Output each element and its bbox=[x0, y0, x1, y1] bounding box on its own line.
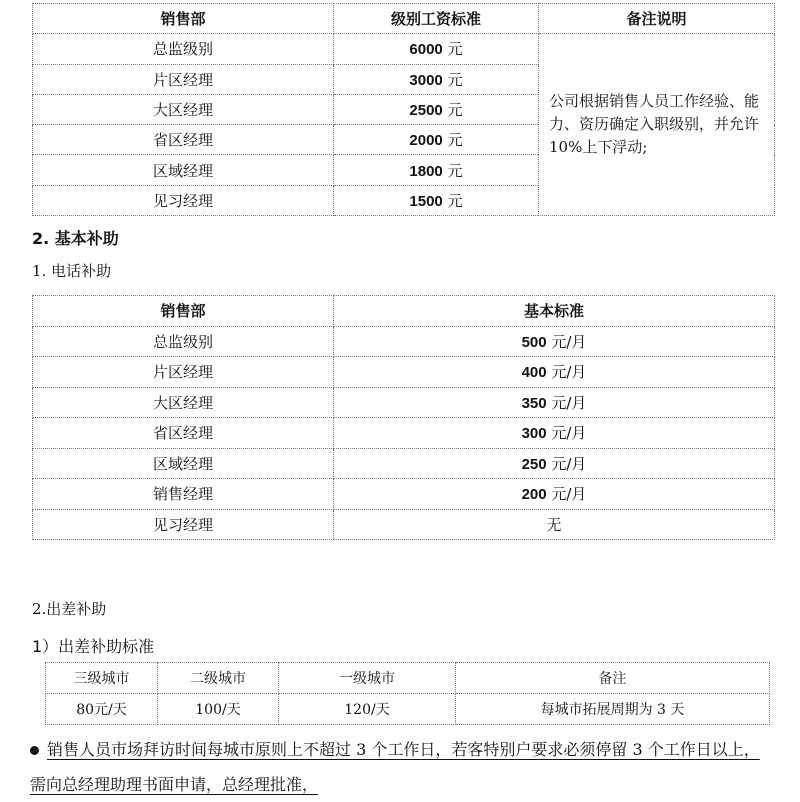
unit: 元 bbox=[447, 70, 463, 89]
travel-allowance-table bbox=[45, 662, 770, 725]
table-header-row bbox=[46, 663, 770, 694]
unit: 元 bbox=[447, 40, 463, 59]
phone-allowance-table bbox=[32, 295, 775, 540]
level: 区域经理 bbox=[33, 155, 334, 185]
table-header-row bbox=[33, 4, 775, 34]
table-row bbox=[46, 694, 770, 725]
table-row bbox=[33, 387, 775, 418]
subsection-heading: 1. 电话补助 bbox=[32, 262, 112, 280]
note: 每城市拓展周期为 3 天 bbox=[456, 694, 770, 725]
unit: 元 bbox=[447, 131, 463, 150]
section-heading: 2.出差补助 bbox=[32, 600, 107, 618]
unit: 元 bbox=[447, 191, 463, 210]
amount: 1800 bbox=[409, 162, 443, 180]
table-row bbox=[33, 418, 775, 449]
amount: 400 bbox=[521, 364, 547, 382]
note-cell: 公司根据销售人员工作经验、能力、资历确定入职级别，并允许10%上下浮动; bbox=[539, 34, 775, 216]
unit: 元/月 bbox=[551, 363, 587, 382]
unit: 元 bbox=[447, 161, 463, 180]
amount: 300 bbox=[521, 425, 547, 443]
salary bbox=[334, 185, 539, 215]
header-dept: 销售部 bbox=[33, 296, 334, 327]
amount: 3000 bbox=[409, 71, 443, 89]
salary bbox=[334, 155, 539, 185]
amount: 2000 bbox=[409, 132, 443, 150]
table-row bbox=[33, 509, 775, 540]
header-note: 备注说明 bbox=[539, 4, 775, 34]
amount: 1500 bbox=[409, 192, 443, 210]
amount: 200 bbox=[521, 486, 547, 504]
header-tier1: 一级城市 bbox=[279, 663, 456, 694]
section-heading: 2. 基本补助 bbox=[32, 229, 119, 248]
table-row bbox=[33, 326, 775, 357]
table-row bbox=[33, 34, 775, 64]
amount: 500 bbox=[521, 333, 547, 351]
header-dept: 销售部 bbox=[33, 4, 334, 34]
unit: 元/月 bbox=[551, 424, 587, 443]
standard: 无 bbox=[334, 509, 775, 540]
standard bbox=[334, 387, 775, 418]
unit: 元/月 bbox=[551, 332, 587, 351]
table-header-row bbox=[33, 296, 775, 327]
header-note: 备注 bbox=[456, 663, 770, 694]
bullet-item bbox=[30, 732, 770, 802]
table-row bbox=[33, 448, 775, 479]
table-row bbox=[33, 479, 775, 510]
header-salary: 级别工资标准 bbox=[334, 4, 539, 34]
amount: 250 bbox=[521, 455, 547, 473]
unit: 元/月 bbox=[551, 485, 587, 504]
level: 总监级别 bbox=[33, 34, 334, 64]
subsection-heading: 1）出差补助标准 bbox=[32, 637, 155, 656]
standard bbox=[334, 326, 775, 357]
level: 省区经理 bbox=[33, 125, 334, 155]
standard bbox=[334, 357, 775, 388]
unit: 元/月 bbox=[551, 393, 587, 412]
level: 省区经理 bbox=[33, 418, 334, 449]
bullet-text: 销售人员市场拜访时间每城市原则上不超过 3 个工作日，若客特别户要求必须停留 3 个工作日以上，需向总经理助理书面申请，总经理批准， bbox=[30, 740, 760, 794]
salary bbox=[334, 34, 539, 64]
level: 大区经理 bbox=[33, 94, 334, 124]
salary bbox=[334, 125, 539, 155]
level: 见习经理 bbox=[33, 185, 334, 215]
tier1-rate: 120/天 bbox=[279, 694, 456, 725]
amount: 2500 bbox=[409, 102, 443, 120]
table-row bbox=[33, 357, 775, 388]
unit: 元/月 bbox=[551, 454, 587, 473]
amount: 6000 bbox=[409, 41, 443, 59]
level: 销售经理 bbox=[33, 479, 334, 510]
amount: 350 bbox=[521, 394, 547, 412]
level: 片区经理 bbox=[33, 357, 334, 388]
tier2-rate: 100/天 bbox=[158, 694, 279, 725]
salary-table bbox=[32, 3, 775, 216]
level: 片区经理 bbox=[33, 64, 334, 94]
level: 总监级别 bbox=[33, 326, 334, 357]
salary bbox=[334, 64, 539, 94]
level: 见习经理 bbox=[33, 509, 334, 540]
standard bbox=[334, 418, 775, 449]
level: 大区经理 bbox=[33, 387, 334, 418]
standard bbox=[334, 448, 775, 479]
bullet-icon bbox=[30, 746, 39, 755]
header-tier2: 二级城市 bbox=[158, 663, 279, 694]
unit: 元 bbox=[447, 101, 463, 120]
header-tier3: 三级城市 bbox=[46, 663, 158, 694]
header-standard: 基本标准 bbox=[334, 296, 775, 327]
tier3-rate: 80元/天 bbox=[46, 694, 158, 725]
level: 区域经理 bbox=[33, 448, 334, 479]
standard bbox=[334, 479, 775, 510]
salary bbox=[334, 94, 539, 124]
